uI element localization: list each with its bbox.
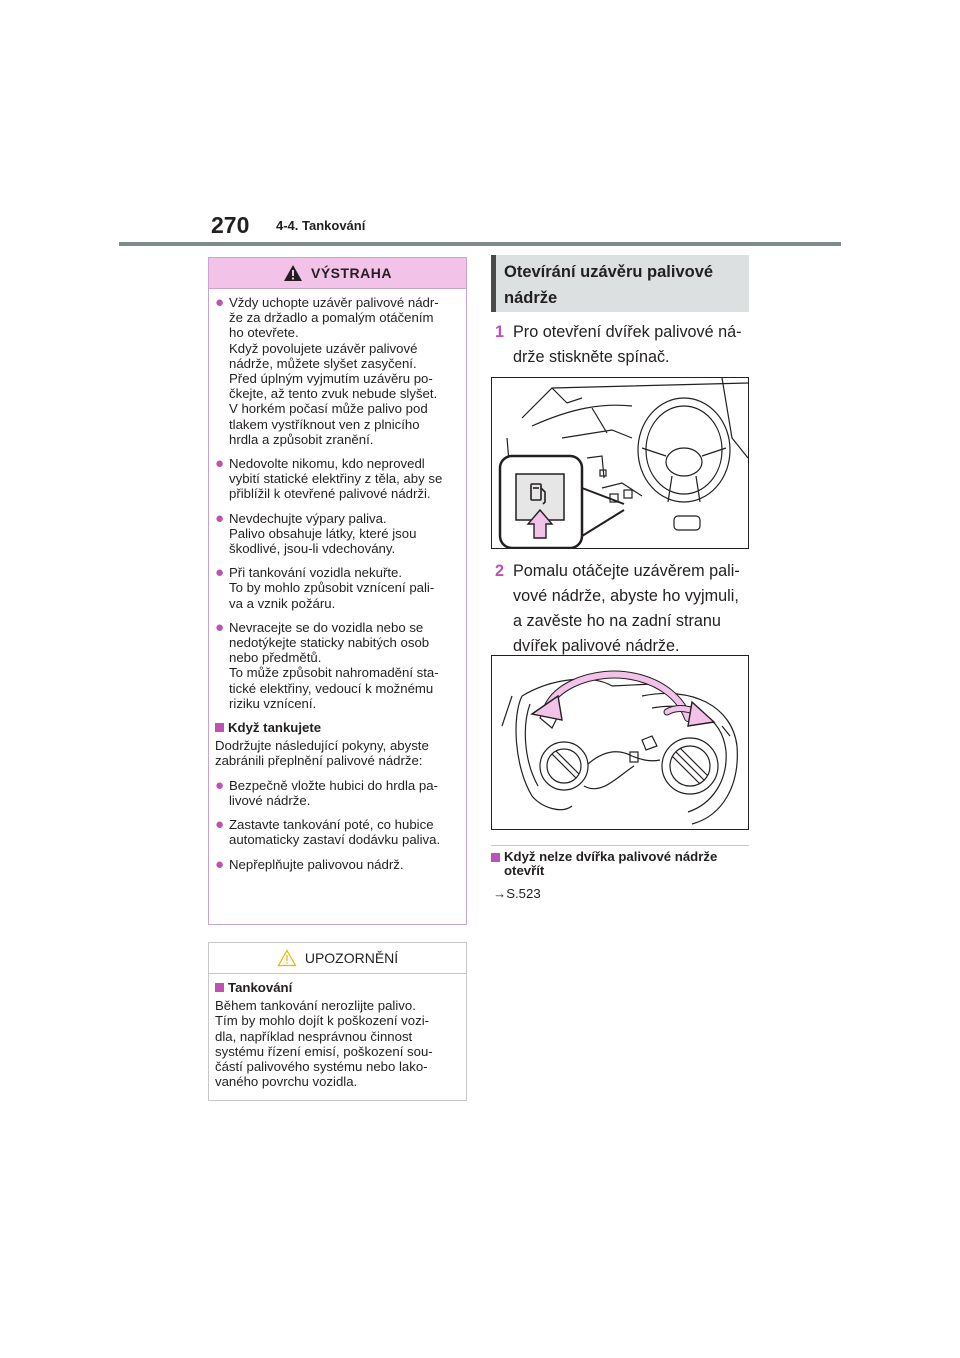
warning-item-text: Vždy uchopte uzávěr palivové nádr- že za držadlo a pomalým otáčením ho otevřete. Když povolujete uzávěr palivové nádrže, můžete slyšet zasyčení. Před úplným vyjmutím uzávěru po- čkejte, až tento zvuk nebude slyšet. V horkém počasí může palivo pod tlakem vystříknout ven z plnicího hrdla a způsobit zranění. xyxy=(229,295,439,447)
warning-title: VÝSTRAHA xyxy=(310,265,392,281)
bullet-dot-icon: ● xyxy=(215,816,225,834)
square-bullet-icon xyxy=(215,983,224,992)
bullet-dot-icon: ● xyxy=(215,509,225,527)
step-number: 1 xyxy=(495,323,505,341)
warning-subtext: Dodržujte následující pokyny, abyste zabránili přeplnění palivové nádrže: xyxy=(215,738,429,769)
bullet-dot-icon: ● xyxy=(215,618,225,636)
bullet-dot-icon: ● xyxy=(215,776,225,794)
header-rule xyxy=(119,242,841,246)
warning-subitem-text: Bezpečně vložte hubici do hrdla pa- livové nádrže. xyxy=(229,777,438,808)
warning-item-text: Nevdechujte výpary paliva. Palivo obsahuje látky, které jsou škodlivé, jsou-li vdechovány. xyxy=(229,510,417,557)
bullet-dot-icon: ● xyxy=(215,564,225,582)
warning-item-text: Nevracejte se do vozidla nebo se nedotýkejte staticky nabitých osob nebo předmětů. To může způsobit nahromadění sta- tické elektřiny, vedoucí k možnému riziku vznícení. xyxy=(229,619,439,711)
notice-text: Během tankování nerozlijte palivo. Tím by mohlo dojít k poškození vozi- dla, například nesprávnou činnost systému řízení emisí, poškození sou- částí palivového systému nebo lako- vaného povrchu vozidla. xyxy=(215,998,433,1090)
notice-title: UPOZORNĚNÍ xyxy=(304,950,399,966)
caution-triangle-icon xyxy=(277,949,297,967)
square-bullet-icon xyxy=(491,853,500,862)
page-number: 270 xyxy=(211,212,250,238)
notice-header xyxy=(209,943,466,974)
warning-header xyxy=(209,258,466,289)
warning-item xyxy=(215,620,460,711)
figure-fuel-cap xyxy=(491,655,749,830)
warning-item xyxy=(215,456,460,502)
warning-triangle-icon xyxy=(283,264,303,282)
notice-box xyxy=(208,942,467,1101)
fuel-cap-illustration xyxy=(492,656,748,829)
warning-subitem xyxy=(215,857,460,872)
dashboard-illustration xyxy=(492,378,748,548)
bullet-dot-icon: ● xyxy=(215,294,225,311)
step-number: 2 xyxy=(495,562,505,580)
square-bullet-icon xyxy=(215,723,224,732)
warning-box xyxy=(208,257,467,925)
section-title: 4-4. Tankování xyxy=(276,218,366,233)
warning-body xyxy=(209,289,466,872)
figure-dashboard-switch xyxy=(491,377,749,549)
warning-item-text: Při tankování vozidla nekuřte. To by mohlo způsobit vznícení pali- va a vznik požáru. xyxy=(229,565,435,611)
step-2 xyxy=(495,559,740,659)
page-reference-link[interactable]: →S.523 xyxy=(493,886,541,901)
bullet-dot-icon: ● xyxy=(215,455,225,473)
figure-separator xyxy=(491,845,749,846)
warning-subitem xyxy=(215,778,460,808)
right-subheading: Když nelze dvířka palivové nádrže otevřít xyxy=(491,850,749,878)
warning-subitem xyxy=(215,817,460,847)
warning-item-text: Nedovolte nikomu, kdo neprovedl vybití statické elektřiny z těla, aby se přiblížil k otevřené palivové nádrži. xyxy=(229,456,443,502)
warning-item xyxy=(215,295,460,447)
step-text: Pomalu otáčejte uzávěrem pali- vové nádrže, abyste ho vyjmuli, a zavěste ho na zadní stranu dvířek palivové nádrže. xyxy=(513,562,740,655)
warning-subitem-text: Nepřeplňujte palivovou nádrž. xyxy=(229,856,404,872)
bullet-dot-icon: ● xyxy=(215,855,225,873)
notice-subheading: Tankování xyxy=(215,980,460,995)
step-text: Pro otevření dvířek palivové ná- drže stiskněte spínač. xyxy=(513,323,742,366)
step-1 xyxy=(495,320,742,370)
notice-body xyxy=(209,974,466,1089)
right-heading: Otevírání uzávěru palivové nádrže xyxy=(491,255,749,312)
warning-subitem-text: Zastavte tankování poté, co hubice automaticky zastaví dodávku paliva. xyxy=(229,817,441,848)
warning-item xyxy=(215,511,460,557)
warning-subheading: Když tankujete xyxy=(215,720,460,735)
warning-item xyxy=(215,565,460,611)
